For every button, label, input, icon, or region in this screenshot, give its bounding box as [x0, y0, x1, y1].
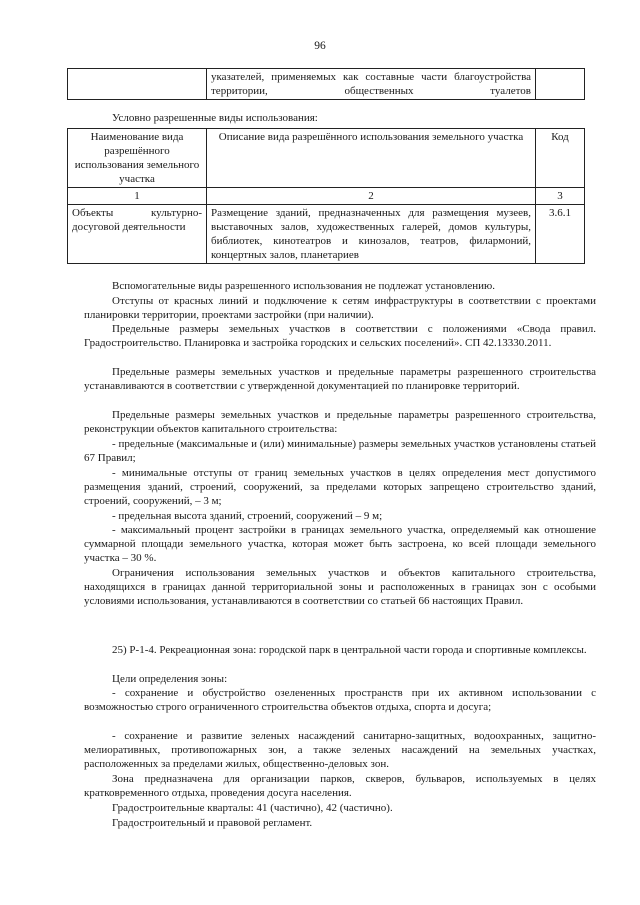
top-table-code-cell [536, 69, 585, 100]
paragraph-quarters: Градостроительные кварталы: 41 (частично), 42 (частично). [112, 802, 393, 814]
header-description: Описание вида разрешённого использования земельного участка [207, 129, 536, 188]
col-number-3: 3 [536, 188, 585, 205]
header-name: Наименование вида разрешённого использования земельного участка [68, 129, 207, 188]
paragraph-aux-uses: Вспомогательные виды разрешенного использования не подлежат установлению. [112, 280, 495, 292]
conditional-uses-table [67, 128, 585, 264]
top-table-description: указателей, применяемых как составные части благоустройства территории, общественных туалетов [207, 69, 536, 100]
paragraph-goal-1: - сохранение и обустройство озелененных пространств при их активном использовании с возможностью строго ограниченного строительства объектов отдыха, спорта и досуга; [84, 687, 596, 714]
paragraph-zone-title: 25) Р-1-4. Рекреационная зона: городской парк в центральной части города и спортивные комплексы. [112, 644, 587, 656]
row-description: Размещение зданий, предназначенных для размещения музеев, выставочных залов, художественных галерей, домов культуры, библиотек, кинотеатров и кинозалов, театров, филармоний, концертных залов, планетариев [207, 205, 536, 264]
paragraph-limit-height: - предельная высота зданий, строений, сооружений – 9 м; [112, 510, 383, 522]
header-code: Код [536, 129, 585, 188]
paragraph-limit-coverage: - максимальный процент застройки в границах земельного участка, определяемый как отношение суммарной площади земельного участка, которая может быть застроена, ко всей площади земельного участка – 30 %. [84, 524, 596, 565]
paragraph-setbacks: Отступы от красных линий и подключение к сетям инфраструктуры в соответствии с проектами планировки территории, проектами застройки (при наличии). [84, 295, 596, 322]
row-code: 3.6.1 [536, 205, 585, 264]
top-table-empty-cell [68, 69, 207, 100]
top-table-fragment [67, 68, 585, 100]
paragraph-goal-2: - сохранение и развитие зеленых насаждений санитарно-защитных, водоохранных, защитно-мелиоративных, противопожарных зон, а также зеленых насаждений на земельных участках, расположенных за пределами жилых, общественно-деловых зон. [84, 730, 596, 771]
row-name: Объекты культурно-досуговой деятельности [68, 205, 207, 264]
col-number-1: 1 [68, 188, 207, 205]
paragraph-limit-sizes: - предельные (максимальные и (или) минимальные) размеры земельных участков установлены статьей 67 Правил; [84, 438, 596, 465]
table-row [68, 205, 585, 264]
page-number: 96 [314, 40, 326, 52]
paragraph-zone-purpose: Зона предназначена для организации парков, скверов, бульваров, используемых в целях кратковременного отдыха, проведения досуга населения. [84, 773, 596, 800]
paragraph-limits-intro: Предельные размеры земельных участков и предельные параметры разрешенного строительства, реконструкции объектов капитального строительства: [84, 409, 596, 436]
paragraph-params: Предельные размеры земельных участков и предельные параметры разрешенного строительства устанавливаются в соответствии с утвержденной документацией по планировке территорий. [84, 366, 596, 393]
paragraph-restrictions: Ограничения использования земельных участков и объектов капитального строительства, находящихся в границах данной территориальной зоны и расположенных в границах зон с особыми условиями использования, устанавливаются в соответствии со статьей 66 настоящих Правил. [84, 567, 596, 608]
col-number-2: 2 [207, 188, 536, 205]
paragraph-zone-goals: Цели определения зоны: [112, 673, 228, 685]
paragraph-plot-sizes: Предельные размеры земельных участков в соответствии с положениями «Свода правил. Градостроительство. Планировка и застройка городских и сельских поселений». СП 42.13330.2011. [84, 323, 596, 350]
paragraph-limit-setbacks: - минимальные отступы от границ земельных участков в целях определения мест допустимого размещения зданий, строений, сооружений, за пределами которых запрещено строительство зданий, строений, сооружений, – 3 м; [84, 467, 596, 508]
paragraph-regulation: Градостроительный и правовой регламент. [112, 817, 313, 829]
conditional-uses-caption: Условно разрешенные виды использования: [112, 112, 318, 124]
